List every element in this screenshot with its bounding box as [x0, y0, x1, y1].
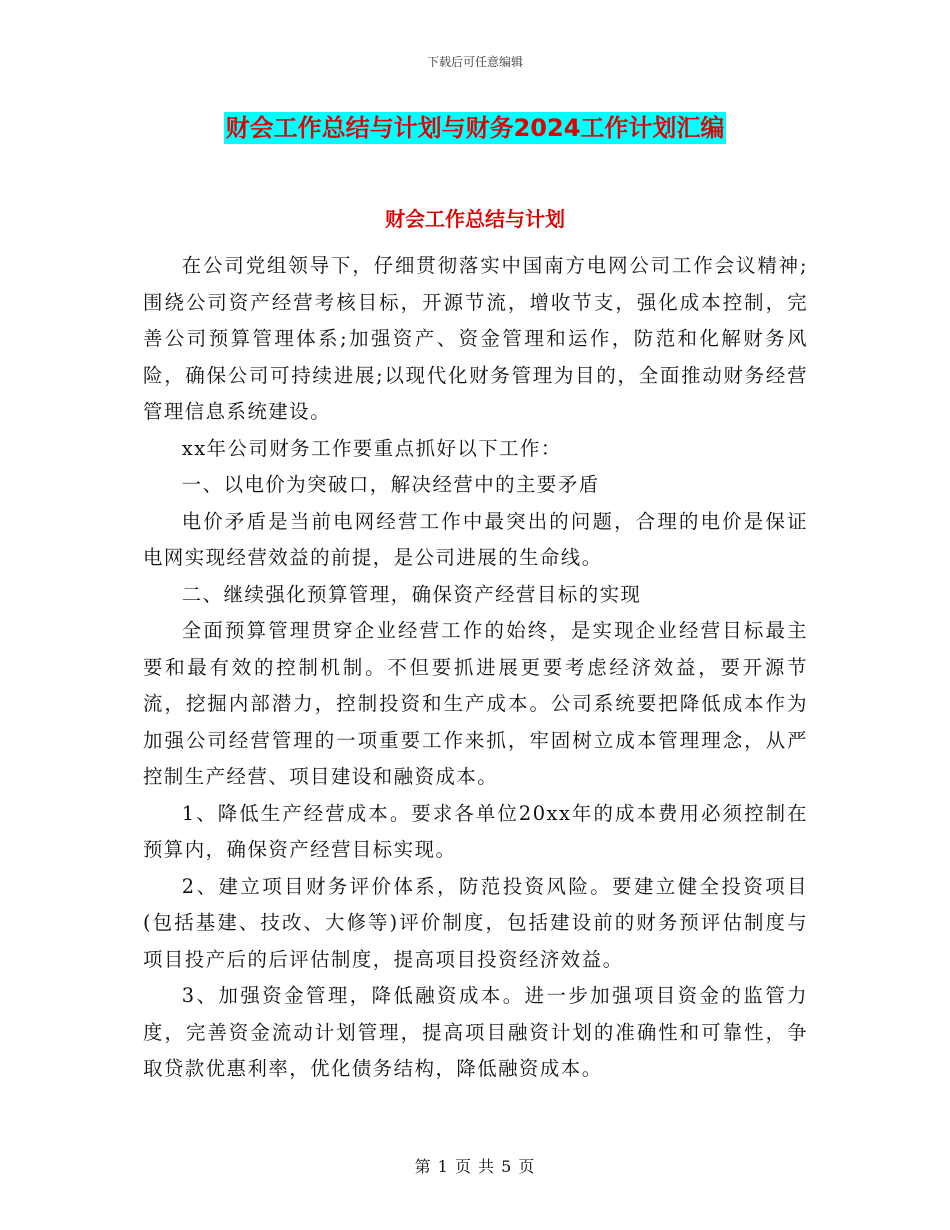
paragraph: 1、降低生产经营成本。要求各单位20xx年的成本费用必须控制在预算内，确保资产经营目标实现。 — [143, 801, 808, 861]
paragraph: xx年公司财务工作要重点抓好以下工作： — [181, 436, 562, 460]
download-note: 下载后可任意编辑 — [426, 55, 523, 69]
paragraph: 电价矛盾是当前电网经营工作中最突出的问题，合理的电价是保证电网实现经营效益的前提，是公司进展的生命线。 — [143, 509, 808, 569]
paragraph: 在公司党组领导下，仔细贯彻落实中国南方电网公司工作会议精神;围绕公司资产经营考核目标，开源节流，增收节支，强化成本控制，完善公司预算管理体系;加强资产、资金管理和运作，防范和化解财务风险，确保公司可持续进展;以现代化财务管理为目的，全面推动财务经营管理信息系统建设。 — [143, 254, 808, 423]
paragraph: 3、加强资金管理，降低融资成本。进一步加强项目资金的监管力度，完善资金流动计划管理，提高项目融资计划的准确性和可靠性，争取贷款优惠利率，优化债务结构，降低融资成本。 — [143, 984, 808, 1080]
paragraph: 二、继续强化预算管理，确保资产经营目标的实现 — [181, 582, 642, 606]
paragraph: 2、建立项目财务评价体系，防范投资风险。要建立健全投资项目(包括基建、技改、大修等)评价制度，包括建设前的财务预评估制度与项目投产后的后评估制度，提高项目投资经济效益。 — [143, 874, 808, 971]
main-title: 财会工作总结与计划与财务2024工作计划汇编 — [225, 114, 725, 142]
paragraph: 全面预算管理贯穿企业经营工作的始终，是实现企业经营目标最主要和最有效的控制机制。不但要抓进展更要考虑经济效益，要开源节流，挖掘内部潜力，控制投资和生产成本。公司系统要把降低成本作为加强公司经营管理的一项重要工作来抓，牢固树立成本管理理念，从严控制生产经营、项目建设和融资成本。 — [143, 619, 808, 788]
paragraph: 一、以电价为突破口，解决经营中的主要矛盾 — [181, 473, 600, 496]
document-body — [143, 248, 808, 1088]
page-footer: 第 1 页 共 5 页 — [414, 1157, 536, 1176]
main-title-container — [0, 112, 950, 144]
section-title: 财会工作总结与计划 — [385, 207, 565, 231]
